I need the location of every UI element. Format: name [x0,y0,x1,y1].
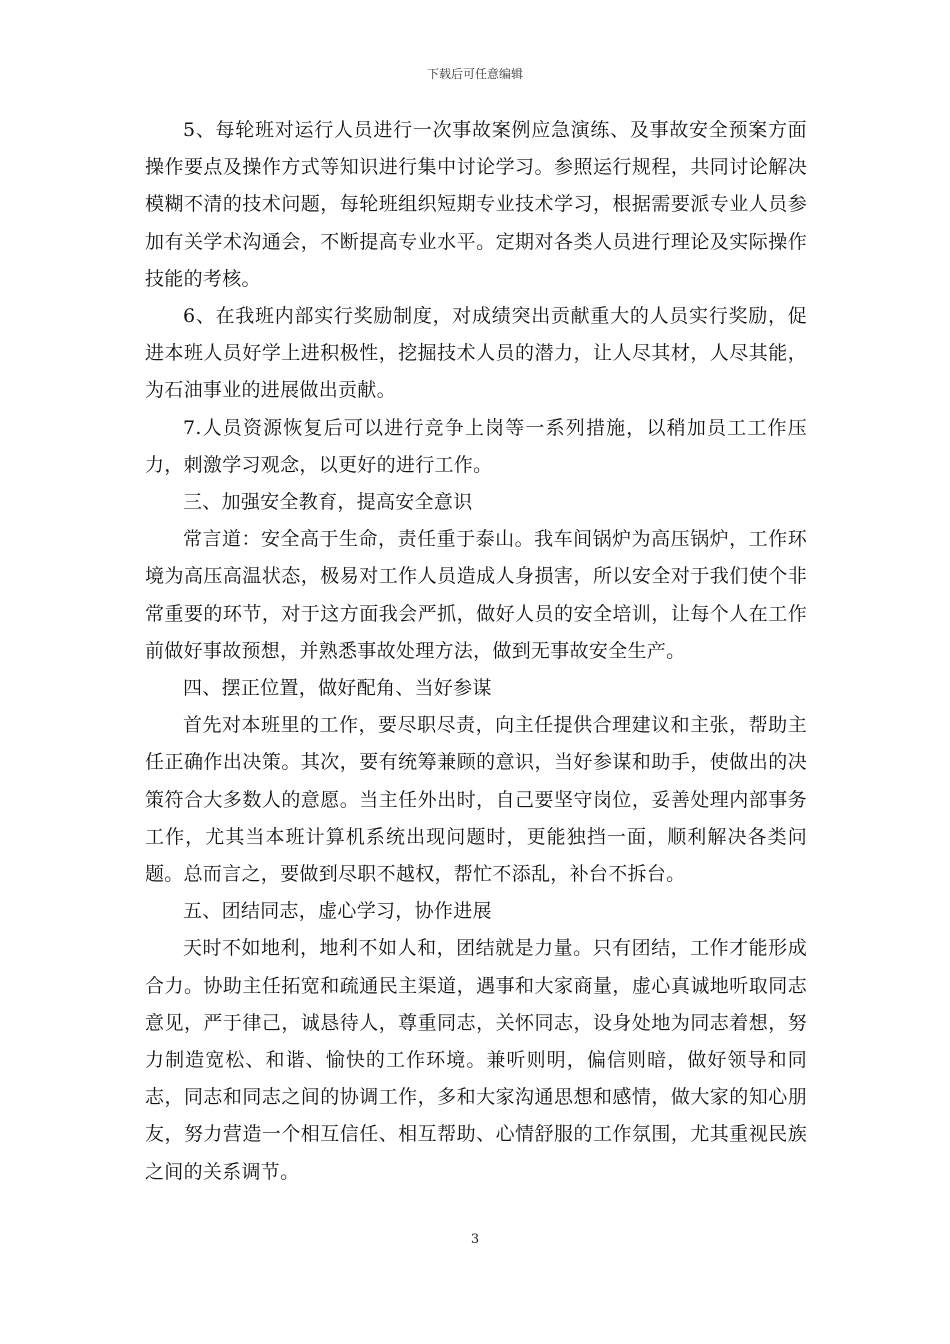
paragraph-item-5: 5、每轮班对运行人员进行一次事故案例应急演练、及事故安全预案方面操作要点及操作方式等知识进行集中讨论学习。参照运行规程，共同讨论解决模糊不清的技术问题，每轮班组织短期专业技术学习，根据需要派专业人员参加有关学术沟通会，不断提高专业水平。定期对各类人员进行理论及实际操作技能的考核。 [145,119,807,290]
paragraph-item-7: 7.人员资源恢复后可以进行竞争上岗等一系列措施，以稍加员工工作压力，刺激学习观念，以更好的进行工作。 [145,416,807,476]
section-heading-position: 四、摆正位置，做好配角、当好参谋 [183,677,492,700]
document-body [145,112,807,1191]
paragraph-safety: 常言道：安全高于生命，责任重于泰山。我车间锅炉为高压锅炉，工作环境为高压高温状态，极易对工作人员造成人身损害，所以安全对于我们使个非常重要的环节，对于这方面我会严抓，做好人员的安全培训，让每个人在工作前做好事故预想，并熟悉事故处理方法，做到无事故安全生产。 [145,528,807,662]
section-heading-unity: 五、团结同志，虚心学习，协作进展 [183,900,492,923]
page-number: 3 [470,1232,480,1247]
page-header: 下载后可任意编辑 [426,67,523,81]
paragraph-position: 首先对本班里的工作，要尽职尽责，向主任提供合理建议和主张，帮助主任正确作出决策。其次，要有统筹兼顾的意识，当好参谋和助手，使做出的决策符合大多数人的意愿。当主任外出时，自己要坚守岗位，妥善处理内部事务工作，尤其当本班计算机系统出现问题时，更能独挡一面，顺利解决各类问题。总而言之，要做到尽职不越权，帮忙不添乱，补台不拆台。 [145,714,807,886]
paragraph-unity: 天时不如地利，地利不如人和，团结就是力量。只有团结，工作才能形成合力。协助主任拓宽和疏通民主渠道，遇事和大家商量，虚心真诚地听取同志意见，严于律己，诚恳待人，尊重同志，关怀同志，设身处地为同志着想，努力制造宽松、和谐、愉快的工作环境。兼听则明，偏信则暗，做好领导和同志，同志和同志之间的协调工作，多和大家沟通思想和感情，做大家的知心朋友，努力营造一个相互信任、相互帮助、心情舒服的工作氛围，尤其重视民族之间的关系调节。 [145,937,807,1183]
section-heading-safety: 三、加强安全教育，提高安全意识 [183,491,473,514]
paragraph-item-6: 6、在我班内部实行奖励制度，对成绩突出贡献重大的人员实行奖励，促进本班人员好学上进积极性，挖掘技术人员的潜力，让人尽其材，人尽其能，为石油事业的进展做出贡献。 [145,305,807,402]
